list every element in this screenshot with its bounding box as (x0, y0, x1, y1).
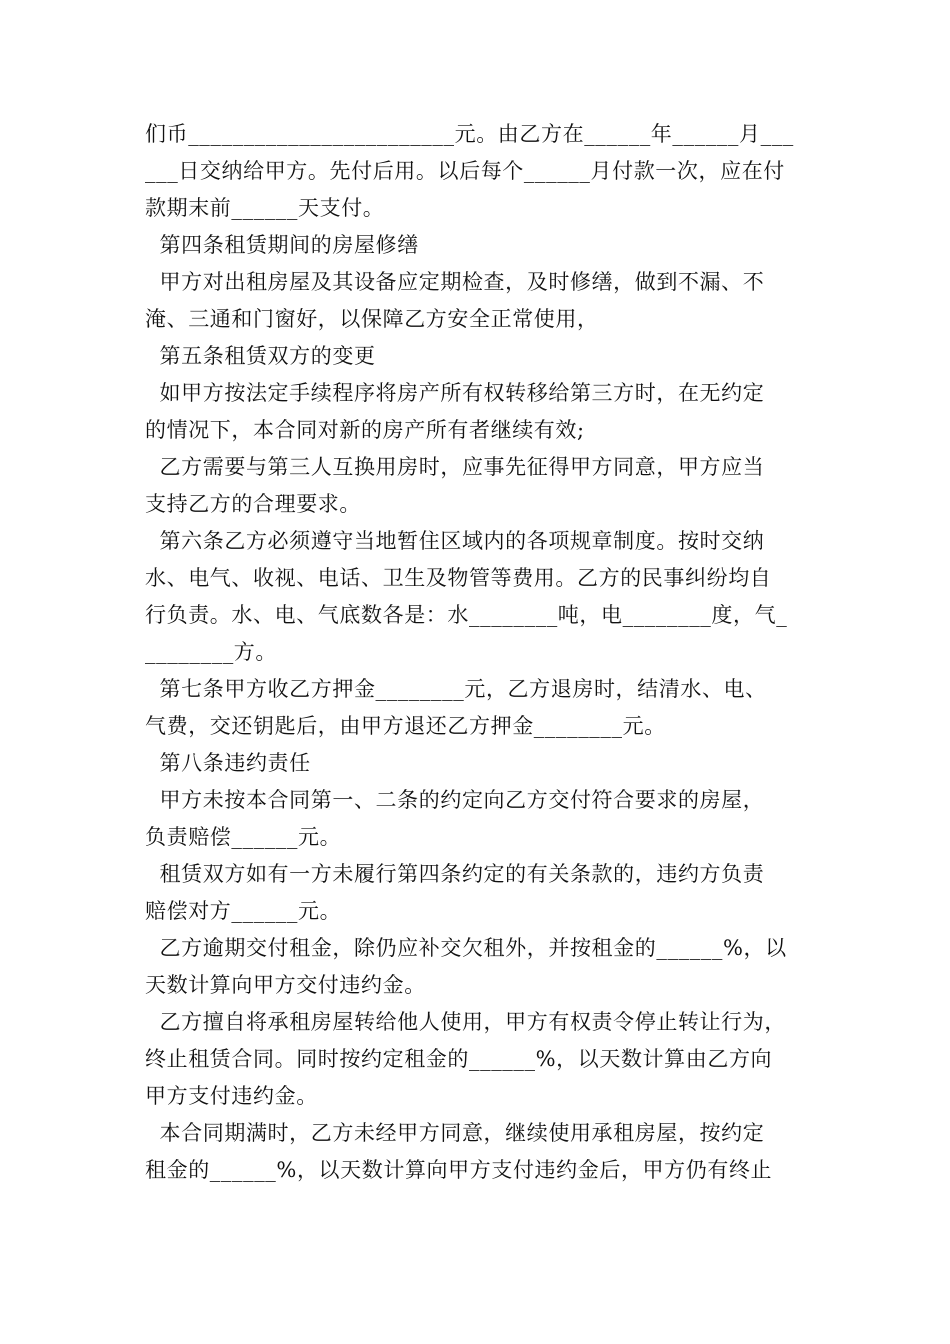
text-line: 甲方支付违约金。 (145, 1084, 318, 1108)
text-line: 乙方需要与第三人互换用房时，应事先征得甲方同意，甲方应当 (145, 455, 765, 479)
text-line: 的情况下，本合同对新的房产所有者继续有效; (145, 418, 585, 442)
text-line: 行负责。水、电、气底数各是：水________吨，电________度，气_ (145, 603, 788, 627)
text-line: 第六条乙方必须遵守当地暂住区域内的各项规章制度。按时交纳 (145, 529, 765, 553)
section-heading: 第四条租赁期间的房屋修缮 (145, 233, 419, 257)
text-line: 支持乙方的合理要求。 (145, 492, 361, 516)
text-line: ________方。 (145, 640, 277, 664)
text-line: 甲方对出租房屋及其设备应定期检查，及时修缮，做到不漏、不 (145, 270, 765, 294)
text-line: 负责赔偿______元。 (145, 825, 342, 849)
text-line: 气费，交还钥匙后，由甲方退还乙方押金________元。 (145, 714, 666, 738)
text-line: 们币________________________元。由乙方在______年______月___ (145, 122, 794, 146)
text-line: 水、电气、收视、电话、卫生及物管等费用。乙方的民事纠纷均自 (145, 566, 772, 590)
text-line: 如甲方按法定手续程序将房产所有权转移给第三方时，在无约定 (145, 381, 765, 405)
section-heading: 第八条违约责任 (145, 751, 311, 775)
contract-text (145, 116, 845, 1189)
text-line: 甲方未按本合同第一、二条的约定向乙方交付符合要求的房屋， (145, 788, 765, 812)
text-line: 淹、三通和门窗好，以保障乙方安全正常使用， (145, 307, 599, 331)
text-line: 第七条甲方收乙方押金________元，乙方退房时，结清水、电、 (145, 677, 767, 701)
text-line: 租金的______%，以天数计算向甲方支付违约金后，甲方仍有终止 (145, 1158, 773, 1182)
text-line: ___日交纳给甲方。先付后用。以后每个______月付款一次，应在付 (145, 159, 785, 183)
text-line: 乙方擅自将承租房屋转给他人使用，甲方有权责令停止转让行为， (145, 1010, 786, 1034)
text-line: 租赁双方如有一方未履行第四条约定的有关条款的，违约方负责 (145, 862, 765, 886)
text-line: 赔偿对方______元。 (145, 899, 342, 923)
text-line: 终止租赁合同。同时按约定租金的______%，以天数计算由乙方向 (145, 1047, 773, 1071)
text-line: 天数计算向甲方交付违约金。 (145, 973, 426, 997)
text-line: 乙方逾期交付租金，除仍应补交欠租外，并按租金的______%，以 (145, 936, 787, 960)
text-line: 款期末前______天支付。 (145, 196, 385, 220)
section-heading: 第五条租赁双方的变更 (145, 344, 376, 368)
text-line: 本合同期满时，乙方未经甲方同意，继续使用承租房屋，按约定 (145, 1121, 765, 1145)
